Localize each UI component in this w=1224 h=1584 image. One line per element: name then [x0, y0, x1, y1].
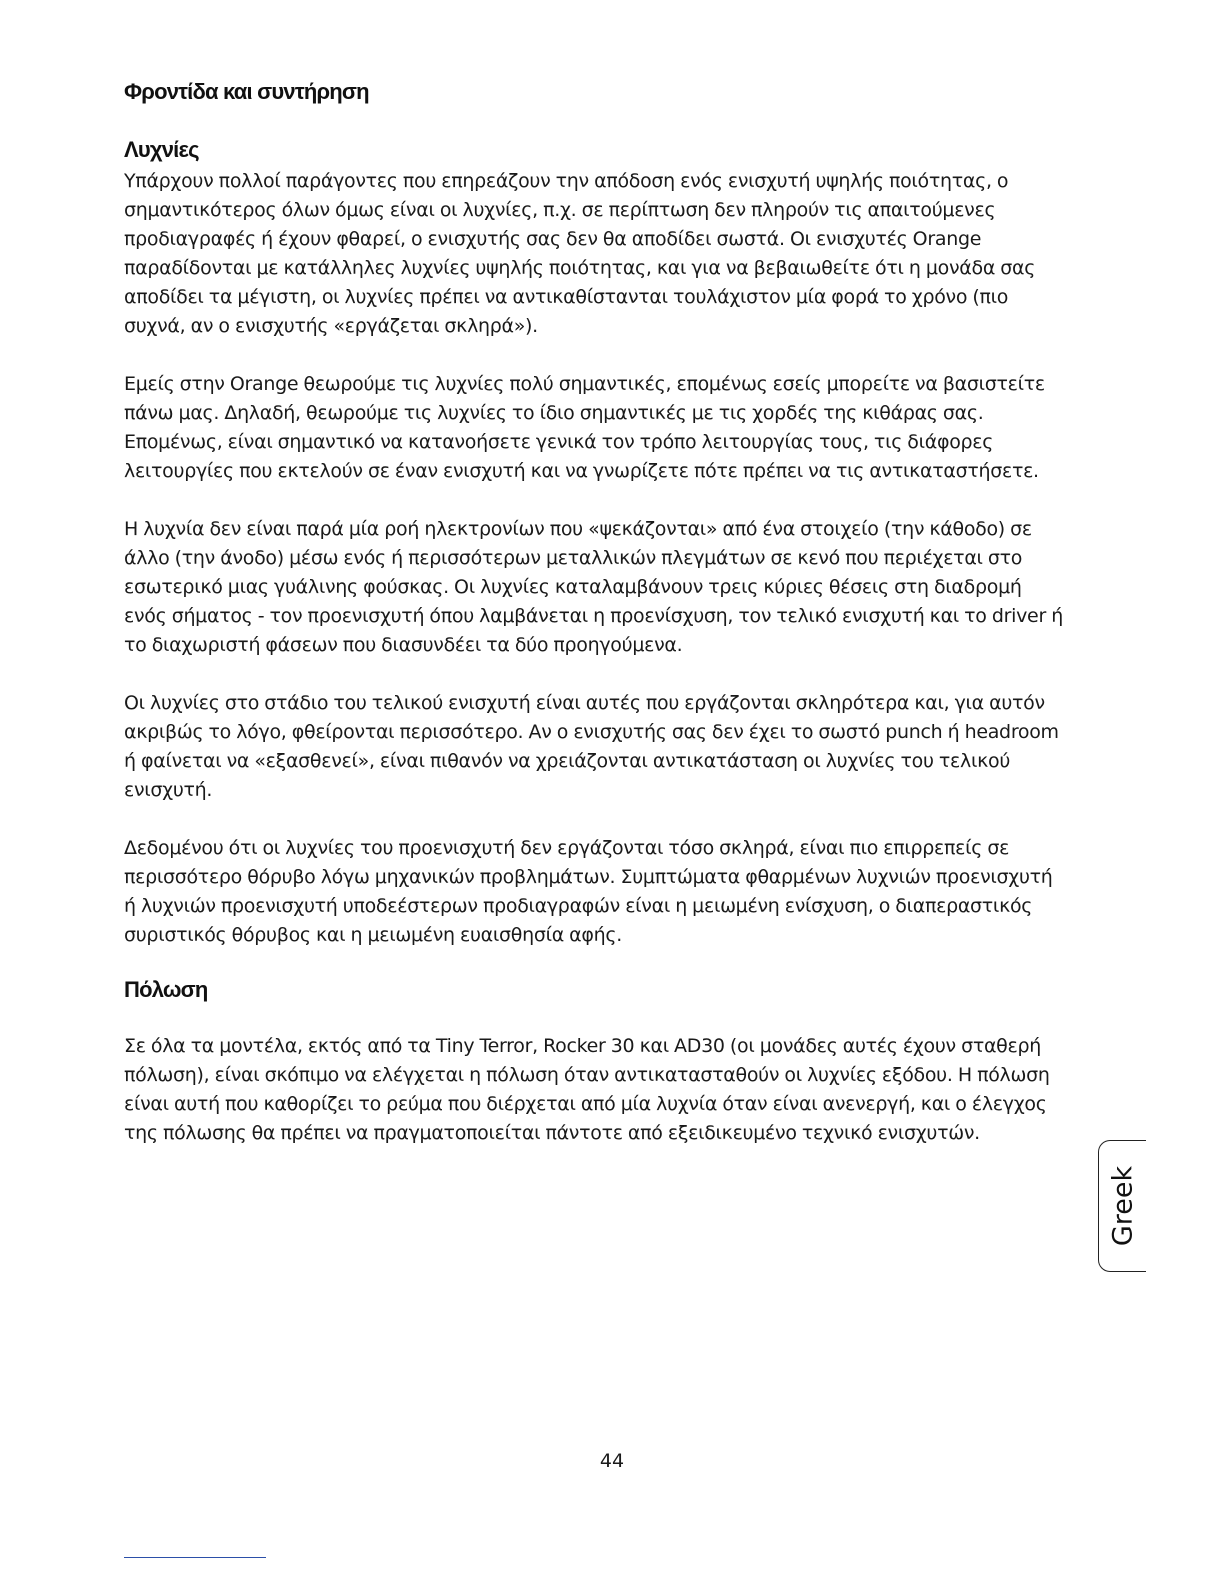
tubes-paragraph-1: Υπάρχουν πολλοί παράγοντες που επηρεάζουν την απόδοση ενός ενισχυτή υψηλής ποιότητας, ο σημαντικότερος όλων όμως είναι οι λυχνίες, π.χ. σε περίπτωση δεν πληρούν τις απαιτούμενες προδιαγραφές ή έχουν φθαρεί, ο ενισχυτής σας δεν θα αποδίδει σωστά. Οι ενισχυτές Orange παραδίδονται με κατάλληλες λυχνίες υψηλής ποιότητας, και για να βεβαιωθείτε ότι η μονάδα σας αποδίδει τα μέγιστη, οι λυχνίες πρέπει να αντικαθίστανται τουλάχιστον μία φορά το χρόνο (πιο συχνά, αν ο ενισχυτής «εργάζεται σκληρά»). — [124, 170, 1036, 337]
section-title: Φροντίδα και συντήρηση — [124, 79, 369, 104]
bias-paragraph-1: Σε όλα τα μοντέλα, εκτός από τα Tiny Terror, Rocker 30 και AD30 (οι μονάδες αυτές έχουν σταθερή πόλωση), είναι σκόπιμο να ελέγχεται η πόλωση όταν αντικατασταθούν οι λυχνίες εξόδου. Η πόλωση είναι αυτή που καθορίζει το ρεύμα που διέρχεται από μία λυχνία όταν είναι ανενεργή, και ο έλεγχος της πόλωσης θα πρέπει να πραγματοποιείται πάντοτε από εξειδικευμένο τεχνικό ενισχυτών. — [124, 1035, 1050, 1144]
page-content — [124, 78, 1064, 1148]
footer-divider — [124, 1557, 266, 1558]
tubes-paragraph-2: Εμείς στην Orange θεωρούμε τις λυχνίες πολύ σημαντικές, επομένως εσείς μπορείτε να βασιστείτε πάνω μας. Δηλαδή, θεωρούμε τις λυχνίες το ίδιο σημαντικές με τις χορδές της κιθάρας σας. Επομένως, είναι σημαντικό να κατανοήσετε γενικά τον τρόπο λειτουργίας τους, τις διάφορες λειτουργίες που εκτελούν σε έναν ενισχυτή και να γνωρίζετε πότε πρέπει να τις αντικαταστήσετε. — [124, 373, 1045, 482]
language-tab — [1098, 1140, 1146, 1272]
tubes-paragraph-4: Οι λυχνίες στο στάδιο του τελικού ενισχυτή είναι αυτές που εργάζονται σκληρότερα και, για αυτόν ακριβώς το λόγο, φθείρονται περισσότερο. Αν ο ενισχυτής σας δεν έχει το σωστό punch ή headroom ή φαίνεται να «εξασθενεί», είναι πιθανόν να χρειάζονται αντικατάσταση οι λυχνίες του τελικού ενισχυτή. — [124, 692, 1059, 801]
bias-heading: Πόλωση — [124, 977, 208, 1002]
tubes-paragraph-5: Δεδομένου ότι οι λυχνίες του προενισχυτή δεν εργάζονται τόσο σκληρά, είναι πιο επιρρεπείς σε περισσότερο θόρυβο λόγω μηχανικών προβλημάτων. Συμπτώματα φθαρμένων λυχνιών προενισχυτή ή λυχνιών προενισχυτή υποδεέστερων προδιαγραφών είναι η μειωμένη ενίσχυση, ο διαπεραστικός συριστικός θόρυβος και η μειωμένη ευαισθησία αφής. — [124, 837, 1053, 946]
language-tab-label: Greek — [1107, 1165, 1138, 1247]
tubes-paragraph-3: Η λυχνία δεν είναι παρά μία ροή ηλεκτρονίων που «ψεκάζονται» από ένα στοιχείο (την κάθοδο) σε άλλο (την άνοδο) μέσω ενός ή περισσότερων μεταλλικών πλεγμάτων σε κενό που περιέχεται στο εσωτερικό μιας γυάλινης φούσκας. Οι λυχνίες καταλαμβάνουν τρεις κύριες θέσεις στη διαδρομή ενός σήματος - τον προενισχυτή όπου λαμβάνεται η προενίσχυση, τον τελικό ενισχυτή και το driver ή το διαχωριστή φάσεων που διασυνδέει τα δύο προηγούμενα. — [124, 518, 1063, 656]
page-number: 44 — [599, 1450, 625, 1472]
tubes-heading: Λυχνίες — [124, 137, 199, 162]
